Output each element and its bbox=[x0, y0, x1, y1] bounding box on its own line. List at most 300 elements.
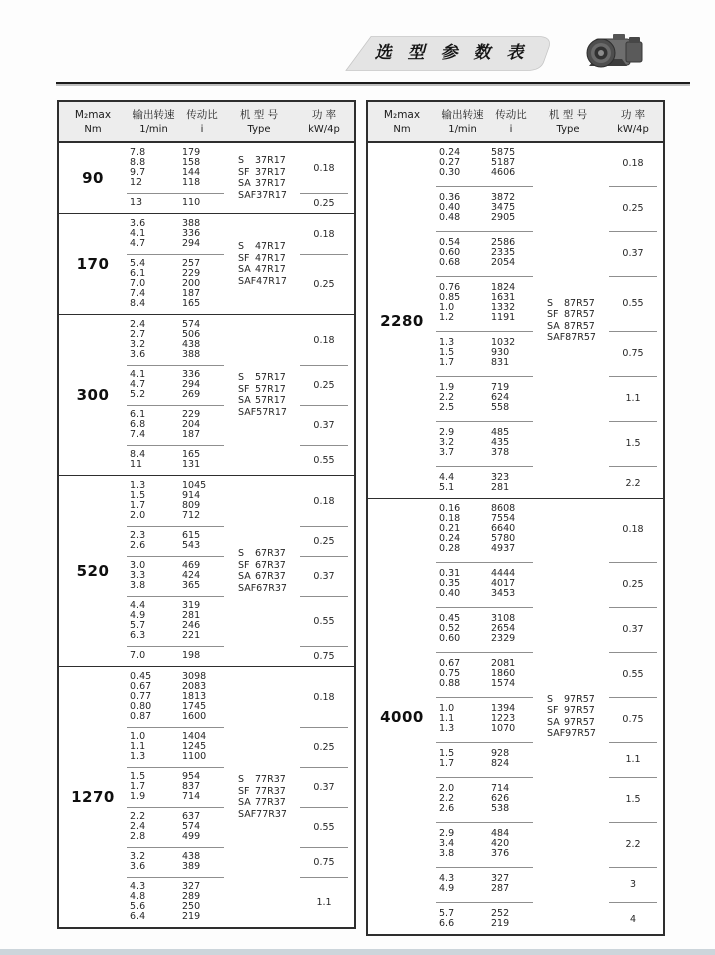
speed-value: 0.68 bbox=[439, 257, 461, 268]
ratio-value: 574 bbox=[182, 319, 201, 330]
ratio-value: 204 bbox=[182, 419, 201, 430]
power-value: 0.55 bbox=[622, 297, 644, 309]
speed-value: 0.16 bbox=[439, 503, 461, 514]
group-divider bbox=[127, 724, 224, 730]
table-row bbox=[436, 544, 533, 554]
type-line bbox=[224, 786, 294, 798]
speed-value: 3.7 bbox=[439, 447, 455, 458]
type-model: 57R17 bbox=[255, 372, 286, 383]
speed-ratio-column bbox=[127, 479, 224, 663]
speed-value: 0.40 bbox=[439, 588, 461, 599]
group-divider bbox=[436, 270, 533, 281]
table-row bbox=[127, 239, 224, 249]
power-value: 1.1 bbox=[625, 753, 641, 765]
group-divider bbox=[436, 601, 533, 612]
type-column bbox=[224, 217, 294, 311]
ratio-value: 187 bbox=[182, 429, 201, 440]
speed-value: 2.9 bbox=[439, 427, 455, 438]
torque-value: 90 bbox=[82, 169, 104, 187]
power-divider bbox=[300, 190, 348, 196]
speed-value: 1.5 bbox=[130, 771, 146, 782]
speed-value: 1.3 bbox=[130, 751, 146, 762]
type-line bbox=[224, 178, 294, 190]
ratio-value: 110 bbox=[182, 197, 201, 208]
type-line bbox=[533, 717, 603, 729]
type-column bbox=[533, 146, 603, 495]
ratio-value: 719 bbox=[491, 382, 510, 393]
ratio-value: 1032 bbox=[491, 337, 516, 348]
power-column bbox=[294, 146, 354, 210]
ratio-value: 485 bbox=[491, 427, 510, 438]
type-series: S bbox=[238, 774, 245, 785]
speed-value: 2.8 bbox=[130, 831, 146, 842]
table-row bbox=[127, 651, 224, 661]
header-unit: Type bbox=[247, 124, 271, 135]
power-divider bbox=[609, 415, 657, 426]
torque-value: 300 bbox=[76, 386, 110, 404]
type-model: 47R17 bbox=[255, 241, 286, 252]
ratio-value: 319 bbox=[182, 600, 201, 611]
power-value: 0.37 bbox=[313, 570, 335, 582]
header-label: 功 率 bbox=[311, 109, 337, 121]
ratio-value: 187 bbox=[182, 288, 201, 299]
row-group bbox=[127, 649, 224, 663]
type-column bbox=[224, 670, 294, 924]
row-group bbox=[436, 191, 533, 225]
type-line bbox=[224, 548, 294, 560]
ratio-value: 327 bbox=[491, 873, 510, 884]
ratio-value: 3108 bbox=[491, 613, 516, 624]
row-group bbox=[127, 810, 224, 844]
ratio-value: 327 bbox=[182, 881, 201, 892]
table-row bbox=[436, 679, 533, 689]
ratio-value: 1045 bbox=[182, 480, 207, 491]
header-label: 传动比 bbox=[186, 109, 218, 121]
speed-value: 3.2 bbox=[130, 851, 146, 862]
table-row bbox=[127, 912, 224, 922]
speed-value: 6.4 bbox=[130, 911, 146, 922]
ratio-value: 3453 bbox=[491, 588, 516, 599]
speed-value: 0.24 bbox=[439, 533, 461, 544]
torque-section bbox=[59, 314, 354, 475]
table-row bbox=[436, 634, 533, 644]
table-header-cell bbox=[533, 107, 603, 137]
type-line bbox=[224, 571, 294, 583]
ratio-value: 289 bbox=[182, 891, 201, 902]
power-divider bbox=[609, 601, 657, 612]
table-row bbox=[436, 804, 533, 814]
row-group bbox=[436, 426, 533, 460]
header-label: 机 型 号 bbox=[548, 109, 588, 121]
header-unit: kW/4p bbox=[308, 124, 340, 135]
speed-value: 0.31 bbox=[439, 568, 461, 579]
type-series: S bbox=[238, 372, 245, 383]
power-divider bbox=[300, 523, 348, 529]
speed-value: 12 bbox=[130, 177, 143, 188]
power-column bbox=[294, 318, 354, 472]
speed-value: 2.0 bbox=[439, 783, 455, 794]
power-divider bbox=[609, 646, 657, 657]
speed-value: 1.0 bbox=[130, 731, 146, 742]
type-series: SF bbox=[547, 705, 559, 716]
type-line bbox=[533, 728, 603, 740]
row-group bbox=[436, 502, 533, 556]
speed-value: 6.6 bbox=[439, 918, 455, 929]
row-group bbox=[127, 559, 224, 593]
speed-ratio-column bbox=[127, 318, 224, 472]
speed-value: 4.7 bbox=[130, 238, 146, 249]
ratio-value: 5780 bbox=[491, 533, 516, 544]
table-header-cell bbox=[224, 107, 294, 137]
ratio-value: 930 bbox=[491, 347, 510, 358]
power-value: 0.37 bbox=[622, 247, 644, 259]
type-line bbox=[224, 264, 294, 276]
ratio-value: 294 bbox=[182, 238, 201, 249]
type-line bbox=[224, 167, 294, 179]
ratio-value: 484 bbox=[491, 828, 510, 839]
speed-value: 8.4 bbox=[130, 449, 146, 460]
ratio-value: 388 bbox=[182, 349, 201, 360]
type-model: 57R17 bbox=[255, 383, 286, 395]
group-divider bbox=[127, 442, 224, 448]
ratio-value: 281 bbox=[491, 482, 510, 493]
power-value: 1.1 bbox=[316, 896, 332, 908]
row-group bbox=[436, 907, 533, 931]
table-row bbox=[436, 919, 533, 929]
type-series: SF bbox=[238, 166, 250, 178]
power-value: 0.55 bbox=[313, 454, 335, 466]
torque-value: 170 bbox=[76, 255, 110, 273]
power-value: 1.5 bbox=[625, 793, 641, 805]
ratio-value: 229 bbox=[182, 409, 201, 420]
speed-value: 3.6 bbox=[130, 861, 146, 872]
group-divider bbox=[436, 861, 533, 872]
ratio-value: 246 bbox=[182, 620, 201, 631]
row-group bbox=[127, 770, 224, 804]
type-model: 47R17 bbox=[256, 275, 287, 287]
power-divider bbox=[609, 691, 657, 702]
ratio-value: 714 bbox=[491, 783, 510, 794]
type-model: 77R37 bbox=[256, 808, 287, 820]
speed-value: 0.18 bbox=[439, 513, 461, 524]
ratio-value: 257 bbox=[182, 258, 201, 269]
table-header bbox=[59, 102, 354, 143]
row-group bbox=[127, 479, 224, 523]
table-row bbox=[127, 299, 224, 309]
power-divider bbox=[609, 736, 657, 747]
type-model: 87R57 bbox=[564, 297, 595, 309]
speed-value: 3.2 bbox=[130, 339, 146, 350]
ratio-value: 1404 bbox=[182, 731, 207, 742]
header-unit: Nm bbox=[84, 124, 102, 135]
speed-value: 6.8 bbox=[130, 419, 146, 430]
ratio-value: 438 bbox=[182, 851, 201, 862]
ratio-value: 1191 bbox=[491, 312, 516, 323]
speed-value: 7.0 bbox=[130, 650, 146, 661]
speed-value: 1.3 bbox=[130, 480, 146, 491]
speed-ratio-column bbox=[127, 146, 224, 210]
speed-value: 0.30 bbox=[439, 167, 461, 178]
ratio-value: 1745 bbox=[182, 701, 207, 712]
speed-value: 5.4 bbox=[130, 258, 146, 269]
speed-ratio-column bbox=[436, 146, 533, 495]
group-divider bbox=[127, 362, 224, 368]
speed-value: 3.8 bbox=[130, 580, 146, 591]
ratio-value: 469 bbox=[182, 560, 201, 571]
header-label: 功 率 bbox=[620, 109, 646, 121]
type-series: SAF bbox=[238, 808, 257, 820]
row-group bbox=[436, 146, 533, 180]
type-series: SAF bbox=[547, 332, 566, 343]
table-header bbox=[368, 102, 663, 143]
type-line bbox=[224, 372, 294, 384]
type-column bbox=[533, 502, 603, 931]
group-divider bbox=[127, 523, 224, 529]
type-line bbox=[224, 241, 294, 253]
speed-value: 6.1 bbox=[130, 268, 146, 279]
table-row bbox=[127, 712, 224, 722]
table-row bbox=[436, 759, 533, 769]
torque-section bbox=[59, 213, 354, 314]
speed-value: 1.5 bbox=[439, 748, 455, 759]
title-banner bbox=[344, 35, 559, 72]
ratio-value: 914 bbox=[182, 490, 201, 501]
table-header-cell bbox=[59, 107, 127, 137]
ratio-value: 219 bbox=[491, 918, 510, 929]
speed-value: 0.45 bbox=[439, 613, 461, 624]
table-row bbox=[436, 258, 533, 268]
ratio-value: 376 bbox=[491, 848, 510, 859]
power-divider bbox=[300, 362, 348, 368]
type-series: SAF bbox=[238, 275, 257, 287]
speed-value: 1.7 bbox=[130, 781, 146, 792]
power-value: 2.2 bbox=[625, 477, 641, 489]
power-divider bbox=[609, 270, 657, 281]
power-divider bbox=[609, 370, 657, 381]
speed-value: 1.3 bbox=[439, 337, 455, 348]
speed-value: 0.27 bbox=[439, 157, 461, 168]
type-series: SF bbox=[238, 383, 250, 395]
type-model: 87R57 bbox=[565, 332, 596, 343]
speed-value: 1.1 bbox=[130, 741, 146, 752]
power-divider bbox=[300, 764, 348, 770]
power-column bbox=[294, 670, 354, 924]
group-divider bbox=[127, 190, 224, 196]
ratio-value: 1600 bbox=[182, 711, 207, 722]
type-model: 97R57 bbox=[564, 705, 595, 716]
row-group bbox=[127, 880, 224, 924]
type-series: SAF bbox=[238, 406, 257, 418]
group-divider bbox=[436, 816, 533, 827]
ratio-value: 615 bbox=[182, 530, 201, 541]
power-divider bbox=[609, 180, 657, 191]
speed-value: 0.77 bbox=[130, 691, 152, 702]
group-divider bbox=[436, 325, 533, 336]
type-line bbox=[224, 774, 294, 786]
power-value: 0.25 bbox=[313, 741, 335, 753]
speed-ratio-column bbox=[436, 502, 533, 931]
power-value: 0.75 bbox=[622, 713, 644, 725]
speed-value: 3.4 bbox=[439, 838, 455, 849]
ratio-value: 2335 bbox=[491, 247, 516, 258]
group-divider bbox=[127, 643, 224, 649]
type-series: S bbox=[238, 548, 245, 559]
table-header-cell bbox=[127, 107, 180, 137]
group-divider bbox=[436, 370, 533, 381]
torque-section bbox=[59, 475, 354, 666]
speed-value: 8.8 bbox=[130, 157, 146, 168]
ratio-value: 165 bbox=[182, 449, 201, 460]
speed-value: 4.7 bbox=[130, 379, 146, 390]
speed-value: 7.4 bbox=[130, 288, 146, 299]
group-divider bbox=[127, 402, 224, 408]
group-divider bbox=[436, 691, 533, 702]
speed-value: 5.2 bbox=[130, 389, 146, 400]
ratio-value: 1070 bbox=[491, 723, 516, 734]
group-divider bbox=[436, 771, 533, 782]
type-model: 77R37 bbox=[255, 774, 286, 785]
speed-value: 0.24 bbox=[439, 147, 461, 158]
row-group bbox=[436, 471, 533, 495]
speed-value: 4.3 bbox=[439, 873, 455, 884]
header-unit: Type bbox=[556, 124, 580, 135]
speed-value: 8.4 bbox=[130, 298, 146, 309]
type-line bbox=[224, 155, 294, 167]
ratio-value: 420 bbox=[491, 838, 510, 849]
power-value: 0.18 bbox=[313, 162, 335, 174]
ratio-value: 3098 bbox=[182, 671, 207, 682]
table-header-cell bbox=[436, 107, 489, 137]
power-value: 0.25 bbox=[313, 278, 335, 290]
power-divider bbox=[300, 593, 348, 599]
table-row bbox=[127, 511, 224, 521]
power-value: 0.37 bbox=[622, 623, 644, 635]
table-row bbox=[127, 832, 224, 842]
type-column bbox=[224, 318, 294, 472]
speed-value: 0.54 bbox=[439, 237, 461, 248]
power-column bbox=[294, 217, 354, 311]
torque-value: 4000 bbox=[380, 707, 424, 726]
group-divider bbox=[436, 225, 533, 236]
speed-value: 0.85 bbox=[439, 292, 461, 303]
row-group bbox=[127, 599, 224, 643]
speed-value: 1.9 bbox=[439, 382, 455, 393]
ratio-value: 200 bbox=[182, 278, 201, 289]
row-group bbox=[436, 827, 533, 861]
speed-value: 2.0 bbox=[130, 510, 146, 521]
power-value: 1.1 bbox=[625, 392, 641, 404]
row-group bbox=[127, 850, 224, 874]
row-group bbox=[127, 257, 224, 311]
header-unit: i bbox=[509, 124, 513, 135]
table-row bbox=[436, 313, 533, 323]
ratio-value: 221 bbox=[182, 630, 201, 641]
ratio-value: 118 bbox=[182, 177, 201, 188]
table-row bbox=[436, 448, 533, 458]
ratio-value: 269 bbox=[182, 389, 201, 400]
power-value: 0.18 bbox=[622, 157, 644, 169]
type-line bbox=[533, 332, 603, 344]
type-model: 47R17 bbox=[255, 264, 286, 275]
row-group bbox=[127, 146, 224, 190]
power-column bbox=[603, 146, 663, 495]
power-divider bbox=[609, 816, 657, 827]
type-column bbox=[224, 146, 294, 210]
row-group bbox=[127, 448, 224, 472]
ratio-value: 8608 bbox=[491, 503, 516, 514]
speed-value: 1.2 bbox=[439, 312, 455, 323]
table-row bbox=[127, 178, 224, 188]
speed-value: 13 bbox=[130, 197, 143, 208]
power-divider bbox=[300, 874, 348, 880]
power-divider bbox=[609, 861, 657, 872]
table-row bbox=[436, 849, 533, 859]
ratio-value: 2654 bbox=[491, 623, 516, 634]
speed-value: 0.60 bbox=[439, 247, 461, 258]
ratio-value: 626 bbox=[491, 793, 510, 804]
ratio-value: 712 bbox=[182, 510, 201, 521]
ratio-value: 4017 bbox=[491, 578, 516, 589]
ratio-value: 6640 bbox=[491, 523, 516, 534]
type-model: 47R17 bbox=[255, 252, 286, 264]
type-series: SAF bbox=[238, 189, 257, 201]
speed-value: 1.7 bbox=[439, 758, 455, 769]
speed-value: 0.67 bbox=[439, 658, 461, 669]
ratio-value: 3872 bbox=[491, 192, 516, 203]
group-divider bbox=[127, 844, 224, 850]
type-line bbox=[224, 407, 294, 419]
power-value: 1.5 bbox=[625, 437, 641, 449]
type-line bbox=[533, 705, 603, 717]
power-divider bbox=[609, 771, 657, 782]
speed-value: 1.5 bbox=[130, 490, 146, 501]
row-group bbox=[436, 872, 533, 896]
ratio-value: 179 bbox=[182, 147, 201, 158]
power-value: 0.55 bbox=[313, 821, 335, 833]
table-row bbox=[127, 631, 224, 641]
group-divider bbox=[436, 180, 533, 191]
speed-value: 0.45 bbox=[130, 671, 152, 682]
ratio-value: 1100 bbox=[182, 751, 207, 762]
group-divider bbox=[127, 593, 224, 599]
type-model: 67R37 bbox=[256, 582, 287, 594]
speed-value: 2.6 bbox=[439, 803, 455, 814]
type-model: 87R57 bbox=[564, 309, 595, 320]
power-value: 0.37 bbox=[313, 781, 335, 793]
type-series: SA bbox=[238, 395, 251, 406]
speed-value: 0.48 bbox=[439, 212, 461, 223]
row-group bbox=[436, 612, 533, 646]
row-group bbox=[127, 196, 224, 210]
row-group bbox=[127, 318, 224, 362]
speed-value: 3.0 bbox=[130, 560, 146, 571]
table-row bbox=[436, 358, 533, 368]
ratio-value: 5187 bbox=[491, 157, 516, 168]
speed-value: 0.35 bbox=[439, 578, 461, 589]
ratio-value: 4606 bbox=[491, 167, 516, 178]
row-group bbox=[436, 281, 533, 325]
speed-value: 6.1 bbox=[130, 409, 146, 420]
speed-value: 4.1 bbox=[130, 369, 146, 380]
type-model: 77R37 bbox=[255, 797, 286, 808]
page-title: 选 型 参 数 表 bbox=[374, 43, 529, 63]
ratio-value: 928 bbox=[491, 748, 510, 759]
power-divider bbox=[300, 442, 348, 448]
speed-value: 1.3 bbox=[439, 723, 455, 734]
type-line bbox=[533, 309, 603, 321]
ratio-value: 1332 bbox=[491, 302, 516, 313]
speed-value: 2.3 bbox=[130, 530, 146, 541]
